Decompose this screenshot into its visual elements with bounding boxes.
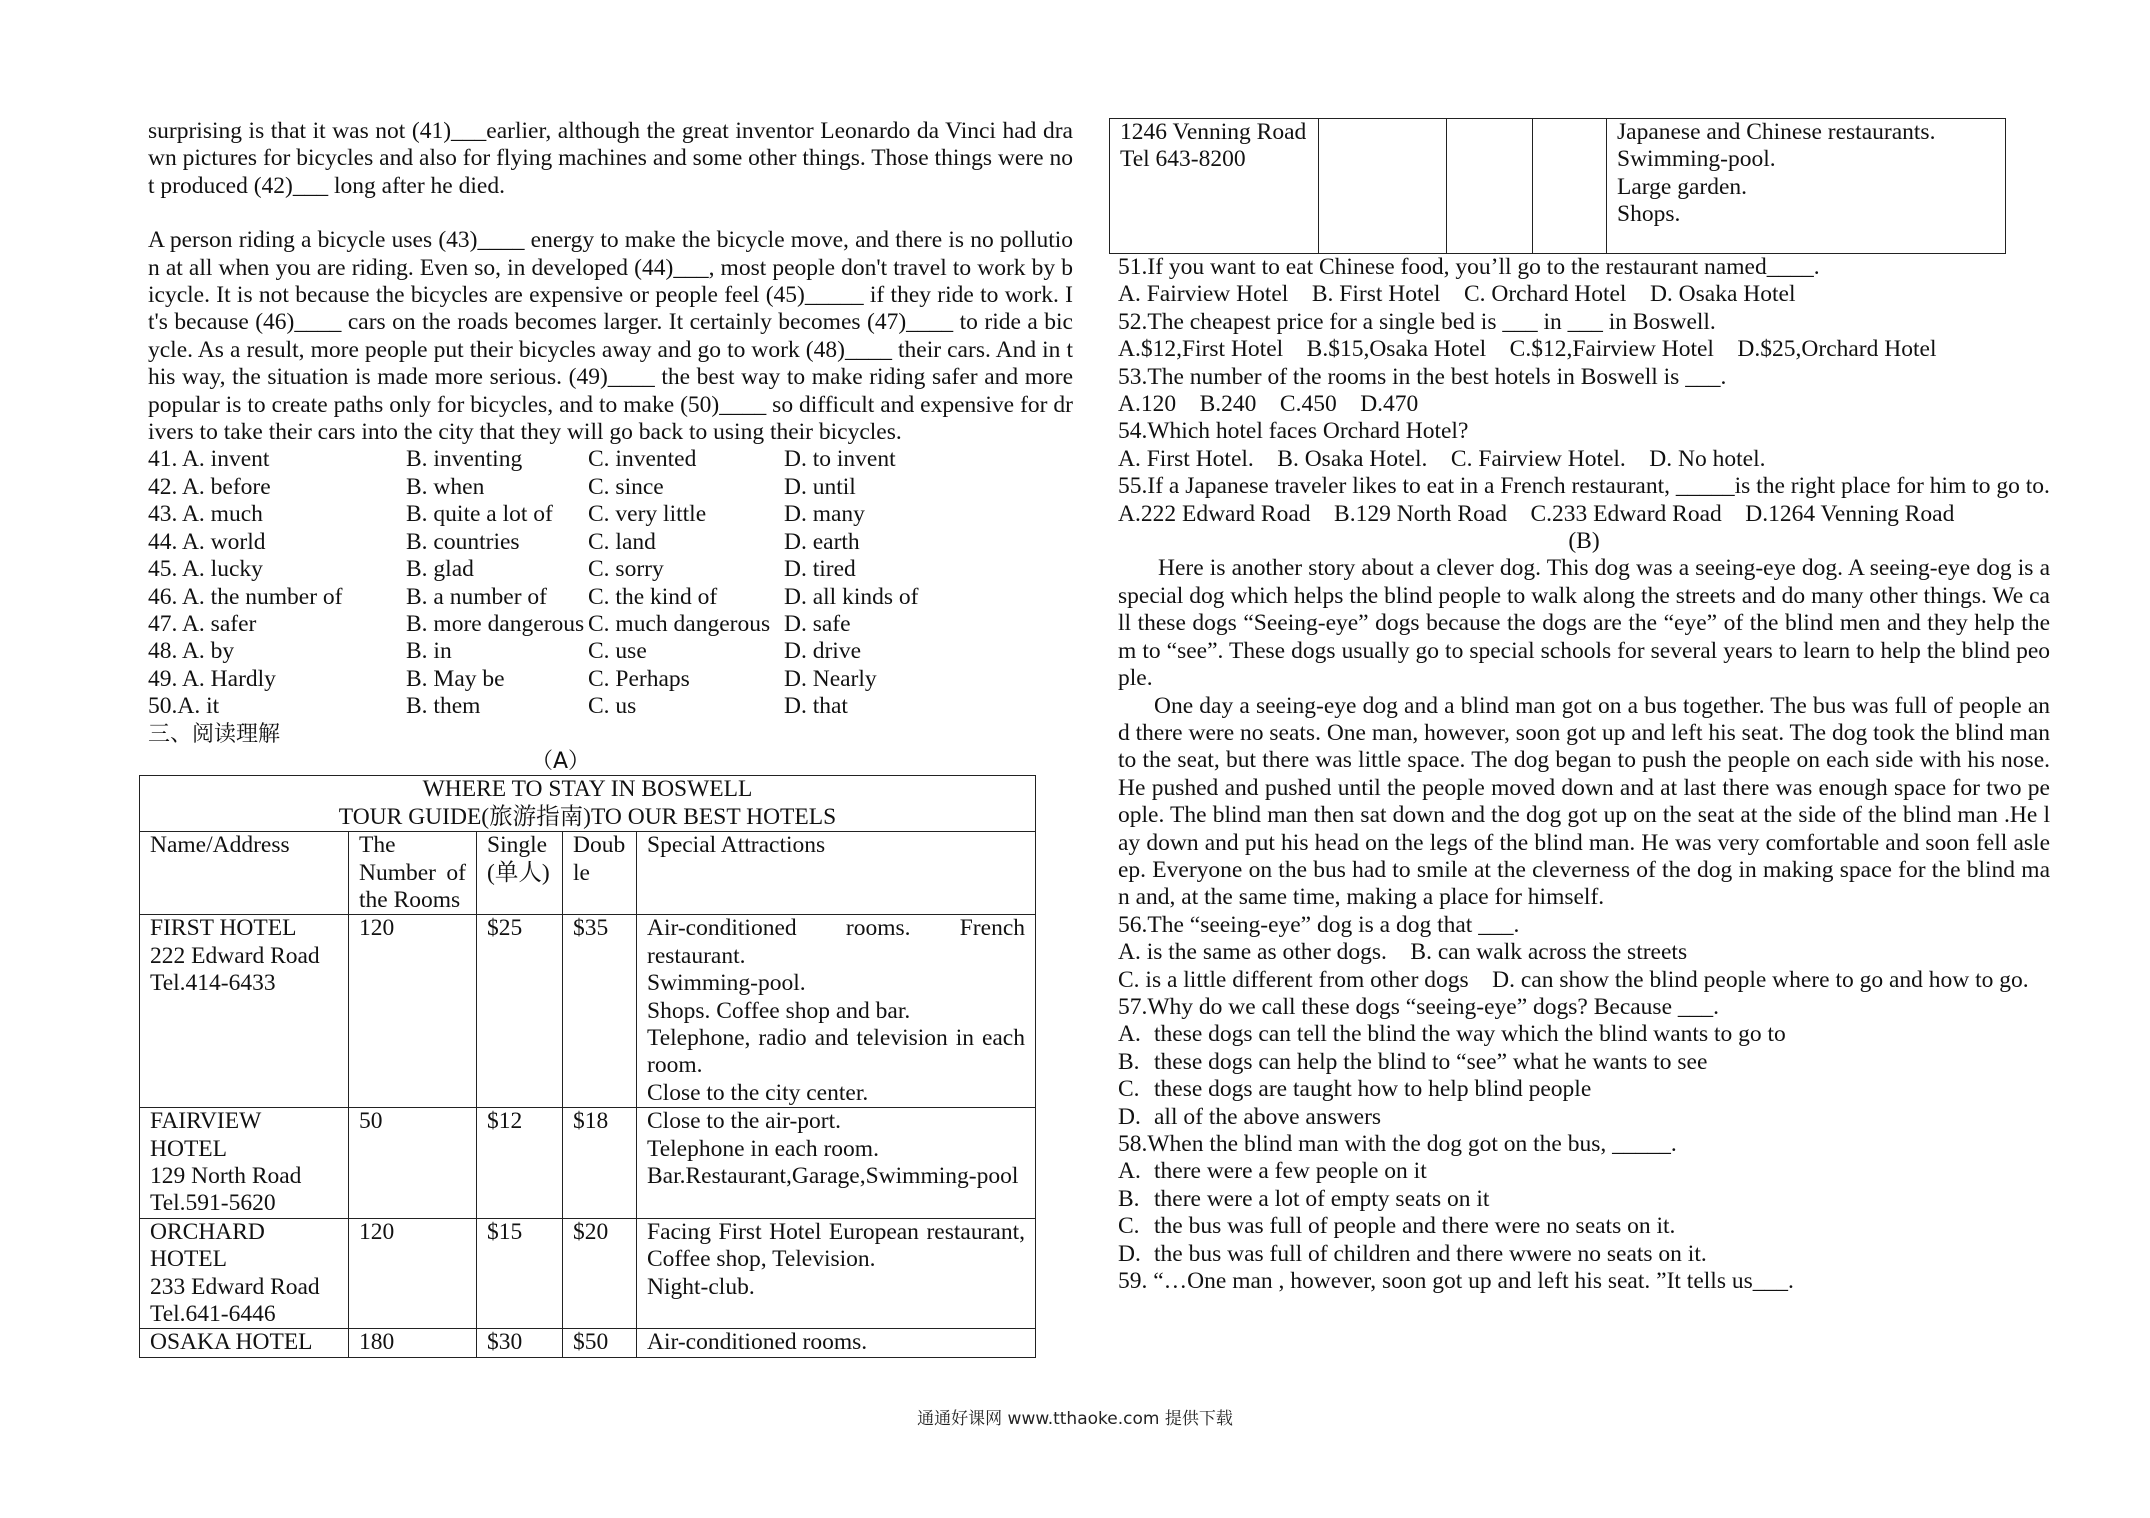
choice-text: the bus was full of people and there were no seats on it. [1154, 1213, 1676, 1240]
cloze-option: D. Nearly [784, 665, 877, 692]
hotel-table-continued [1109, 118, 2006, 254]
hotel-name-cell [140, 1329, 349, 1357]
attraction-line: Swimming-pool. [1617, 146, 1776, 173]
cloze-options [148, 446, 1073, 720]
cloze-option: C. sorry [588, 556, 664, 583]
table-title-line-1: WHERE TO STAY IN BOSWELL [422, 776, 753, 803]
cloze-paragraph-2: A person riding a bicycle uses (43)____ energy to make the bicycle move, and there is no pollution at all when you are riding. Even so, in developed (44)___, most people don't travel to work by bicycle. It is not because the bicycles are expensive or people feel (45)_____ if they ride to work. It's because (46)____ cars on the roads becomes larger. It certainly becomes (47)____ to ride a bicycle. As a result, more people put their bicycles away and go to work (48)____ their cars. And in this way, the situation is made more serious. (49)____ the best way to make riding safer and more popular is to create paths only for bicycles, and to make (50)____ so difficult and expensive for drivers to take their cars into the city that they will go back to using their bicycles. [148, 227, 1073, 446]
hotel-name-line: ORCHARD HOTEL [150, 1218, 265, 1273]
cloze-option: D. until [784, 473, 856, 500]
table-row [140, 1108, 1036, 1219]
hotel-name-line: Tel.591-5620 [150, 1190, 276, 1217]
attraction-line: Air-conditioned rooms. [647, 1329, 868, 1356]
cloze-option: B. when [406, 473, 485, 500]
choice-row [1118, 1158, 2050, 1185]
question-58-choices [1118, 1158, 2050, 1268]
cloze-option: 46. A. the number of [148, 583, 343, 610]
hotel-rooms-cell: 50 [349, 1108, 477, 1219]
hotel-name-line: 129 North Road [150, 1163, 302, 1190]
choice-row [1118, 1241, 2050, 1268]
part-b-label: (B) [1568, 528, 1600, 555]
choice-text: all of the above answers [1154, 1103, 1382, 1130]
cloze-paragraph-1: surprising is that it was not (41)___earlier, although the great inventor Leonardo da Vinci had drawn pictures for bicycles and also for flying machines and some other things. Those things were not produced (42)___ long after he died. [148, 118, 1073, 199]
cloze-option: B. them [406, 693, 481, 720]
header-single: Single (单人) [477, 832, 563, 915]
hotel-double-cell: $35 [563, 915, 637, 1108]
cloze-option: C. invented [588, 446, 697, 473]
choice-text: there were a lot of empty seats on it [1154, 1185, 1490, 1212]
choice-text: these dogs can help the blind to “see” what he wants to see [1154, 1048, 1708, 1075]
choice-text: the bus was full of children and there wwere no seats on it. [1154, 1240, 1707, 1267]
continued-rooms-cell [1319, 119, 1447, 254]
cloze-option: 45. A. lucky [148, 556, 263, 583]
table-row [140, 1329, 1036, 1357]
choice-text: these dogs are taught how to help blind people [1154, 1076, 1592, 1103]
choice-letter: A. [1118, 1021, 1141, 1048]
cloze-option-row [148, 666, 1073, 693]
choice-row [1118, 1104, 2050, 1131]
cloze-option: D. drive [784, 638, 862, 665]
cloze-option: C. the kind of [588, 583, 718, 610]
page-footer: 通通好课网 www.tthaoke.com 提供下载 [917, 1409, 1233, 1429]
cloze-option: 44. A. world [148, 528, 266, 555]
cloze-option: 49. A. Hardly [148, 665, 276, 692]
cloze-option-row [148, 446, 1073, 473]
attraction-line: Swimming-pool. [647, 970, 806, 997]
cloze-option: C. us [588, 693, 637, 720]
hotel-single-cell: $25 [477, 915, 563, 1108]
choice-row [1118, 1049, 2050, 1076]
cloze-option: C. much dangerous [588, 610, 771, 637]
question-56-options-1: A. is the same as other dogs. B. can walk across the streets [1118, 939, 1688, 966]
continued-attractions-cell [1607, 119, 2006, 254]
hotel-name-line: OSAKA HOTEL [150, 1329, 313, 1356]
hotel-attractions-cell [637, 1108, 1036, 1219]
cloze-option-row [148, 693, 1073, 720]
attraction-line: Bar.Restaurant,Garage,Swimming-pool [647, 1163, 1019, 1190]
hotel-single-cell: $12 [477, 1108, 563, 1219]
cloze-option: C. very little [588, 501, 707, 528]
hotel-name-line: Tel.641-6446 [150, 1301, 276, 1328]
question-55-options: A.222 Edward Road B.129 North Road C.233 Edward Road D.1264 Venning Road [1118, 500, 1955, 527]
table-header-row [140, 832, 1036, 915]
cloze-option: 43. A. much [148, 501, 263, 528]
header-name: Name/Address [140, 832, 349, 915]
choice-letter: D. [1118, 1240, 1141, 1267]
hotel-attractions-cell [637, 1329, 1036, 1357]
question-54-options: A. First Hotel. B. Osaka Hotel. C. Fairview Hotel. D. No hotel. [1118, 445, 1766, 472]
hotel-single-cell: $15 [477, 1218, 563, 1329]
hotel-name-line: 222 Edward Road [150, 942, 320, 969]
choice-row [1118, 1021, 2050, 1048]
hotel-rooms-cell: 120 [349, 915, 477, 1108]
passage-b-paragraph-2: One day a seeing-eye dog and a blind man got on a bus together. The bus was full of people and there were no seats. One man, however, soon got up and left his seat. The dog took the blind man to the seat, but there was little space. The dog began to push the people on each side with his nose. He pushed and pushed until the people moved down and at last there was enough space for two people. The blind man then sat down and the dog got up on the seat at the side of the blind man .He lay down and put his head on the legs of the blind man. He was very comfortable and soon fell asleep. Everyone on the bus had to smile at the cleverness of the dog in making space for the blind man and, at the same time, making a place for himself. [1118, 692, 2050, 911]
cloze-option: B. in [406, 638, 452, 665]
cloze-option-row [148, 638, 1073, 665]
question-58: 58.When the blind man with the dog got on the bus, _____. [1118, 1131, 1677, 1157]
choice-text: there were a few people on it [1154, 1158, 1427, 1185]
question-53: 53.The number of the rooms in the best hotels in Boswell is ___. [1118, 363, 1727, 390]
hotel-attractions-cell [637, 1218, 1036, 1329]
cloze-option: 47. A. safer [148, 610, 257, 637]
cloze-option: D. tired [784, 556, 856, 583]
cloze-option: C. since [588, 473, 664, 500]
choice-letter: C. [1118, 1076, 1140, 1103]
cloze-option: C. land [588, 528, 656, 555]
table-row [140, 1218, 1036, 1329]
cloze-option-row [148, 584, 1073, 611]
attraction-line: Air-conditioned rooms. French restaurant. [647, 915, 1025, 969]
hotel-double-cell: $50 [563, 1329, 637, 1357]
table-row [1110, 119, 2006, 254]
hotel-name-line: Tel.414-6433 [150, 970, 276, 997]
hotel-name-cell [140, 915, 349, 1108]
cloze-option: B. countries [406, 528, 520, 555]
cloze-option: D. safe [784, 610, 851, 637]
attraction-line: Shops. Coffee shop and bar. [647, 997, 911, 1024]
cloze-option-row [148, 529, 1073, 556]
cloze-option: D. earth [784, 528, 860, 555]
question-57: 57.Why do we call these dogs “seeing-eye” dogs? Because ___. [1118, 993, 1720, 1020]
cloze-option: B. May be [406, 665, 505, 692]
cloze-option: B. inventing [406, 446, 523, 473]
hotel-name-line: FIRST HOTEL [150, 915, 297, 942]
hotel-double-cell: $20 [563, 1218, 637, 1329]
questions-part-a [1118, 254, 2050, 528]
section-heading: 三、阅读理解 [148, 721, 281, 747]
continued-address: 1246 Venning Road [1120, 119, 1307, 145]
hotel-rooms-cell: 120 [349, 1218, 477, 1329]
hotel-attractions-cell [637, 915, 1036, 1108]
cloze-option: D. that [784, 693, 848, 720]
attraction-line: Close to the air-port. [647, 1108, 842, 1135]
question-52: 52.The cheapest price for a single bed is ___ in ___ in Boswell. [1118, 308, 1716, 335]
right-column [1118, 118, 2050, 1295]
attraction-line: Shops. [1617, 201, 1681, 228]
question-56: 56.The “seeing-eye” dog is a dog that ___. [1118, 911, 1520, 938]
table-title-line-2: TOUR GUIDE(旅游指南)TO OUR BEST HOTELS [338, 803, 837, 830]
cloze-option: 41. A. invent [148, 446, 270, 473]
choice-letter: B. [1118, 1048, 1140, 1075]
choice-row [1118, 1076, 2050, 1103]
cloze-option-row [148, 474, 1073, 501]
cloze-option: B. more dangerous [406, 610, 585, 637]
header-double: Double [563, 832, 637, 915]
cloze-option: B. a number of [406, 583, 547, 610]
hotel-name-cell [140, 1108, 349, 1219]
cloze-option: D. all kinds of [784, 583, 919, 610]
attraction-line: Large garden. [1617, 173, 1748, 200]
hotel-name-line: FAIRVIEW HOTEL [150, 1108, 261, 1162]
choice-row [1118, 1186, 2050, 1213]
hotel-rooms-cell: 180 [349, 1329, 477, 1357]
choice-letter: B. [1118, 1185, 1140, 1212]
hotel-name-cell [140, 1218, 349, 1329]
cloze-option: B. quite a lot of [406, 501, 553, 528]
question-55: 55.If a Japanese traveler likes to eat in a French restaurant, _____is the right place for him to go to. [1118, 473, 2050, 500]
part-a-label: （A） [530, 748, 591, 774]
question-54: 54.Which hotel faces Orchard Hotel? [1118, 418, 1469, 445]
attraction-line: Japanese and Chinese restaurants. [1617, 119, 1936, 145]
cloze-option-row [148, 556, 1073, 583]
cloze-option: D. to invent [784, 446, 896, 473]
attraction-line: Facing First Hotel European restaurant, Coffee shop, Television. [647, 1218, 1025, 1273]
continued-single-cell [1447, 119, 1533, 254]
continued-tel: Tel 643-8200 [1120, 146, 1246, 173]
hotel-table [139, 775, 1036, 1358]
question-52-options: A.$12,First Hotel B.$15,Osaka Hotel C.$12,Fairview Hotel D.$25,Orchard Hotel [1118, 336, 1937, 363]
continued-name-cell [1110, 119, 1319, 254]
cloze-option-row [148, 501, 1073, 528]
cloze-option: 48. A. by [148, 638, 235, 665]
cloze-option: 42. A. before [148, 473, 271, 500]
question-51-options: A. Fairview Hotel B. First Hotel C. Orchard Hotel D. Osaka Hotel [1118, 281, 1796, 308]
attraction-line: Close to the city center. [647, 1079, 869, 1106]
attraction-line: Telephone, radio and television in each room. [647, 1025, 1025, 1079]
attraction-line: Telephone in each room. [647, 1135, 879, 1162]
cloze-option-row [148, 611, 1073, 638]
hotel-double-cell: $18 [563, 1108, 637, 1219]
table-title [140, 776, 1036, 832]
question-51: 51.If you want to eat Chinese food, you’ll go to the restaurant named____. [1118, 254, 1820, 280]
cloze-option: D. many [784, 501, 865, 528]
header-attractions: Special Attractions [637, 832, 1036, 915]
choice-text: these dogs can tell the blind the way which the blind wants to go to [1154, 1021, 1786, 1048]
attraction-line: Night-club. [647, 1273, 755, 1300]
cloze-option: B. glad [406, 556, 474, 583]
left-column [148, 118, 1073, 1358]
question-59: 59. “…One man , however, soon got up and left his seat. ”It tells us___. [1118, 1268, 1794, 1295]
header-rooms: The Number of the Rooms [349, 832, 477, 915]
passage-b-paragraph-1: Here is another story about a clever dog. This dog was a seeing-eye dog. A seeing-eye dog is a special dog which helps the blind people to walk along the streets and do many other things. We call these dogs “Seeing-eye” dogs because the dogs are the “eye” of the blind men and they help them to “see”. These dogs usually go to special schools for several years to learn to help the blind people. [1118, 555, 2050, 692]
cloze-option: 50.A. it [148, 693, 220, 720]
hotel-single-cell: $30 [477, 1329, 563, 1357]
cloze-option: C. Perhaps [588, 665, 690, 692]
hotel-name-line: 233 Edward Road [150, 1273, 320, 1300]
choice-letter: C. [1118, 1213, 1140, 1240]
continued-double-cell [1533, 119, 1607, 254]
question-56-options-2: C. is a little different from other dogs D. can show the blind people where to go and how to go. [1118, 966, 2029, 993]
choice-row [1118, 1213, 2050, 1240]
cloze-option: C. use [588, 638, 647, 665]
choice-letter: D. [1118, 1103, 1141, 1130]
question-53-options: A.120 B.240 C.450 D.470 [1118, 391, 1419, 418]
table-row [140, 915, 1036, 1108]
question-57-choices [1118, 1021, 2050, 1131]
choice-letter: A. [1118, 1158, 1141, 1185]
